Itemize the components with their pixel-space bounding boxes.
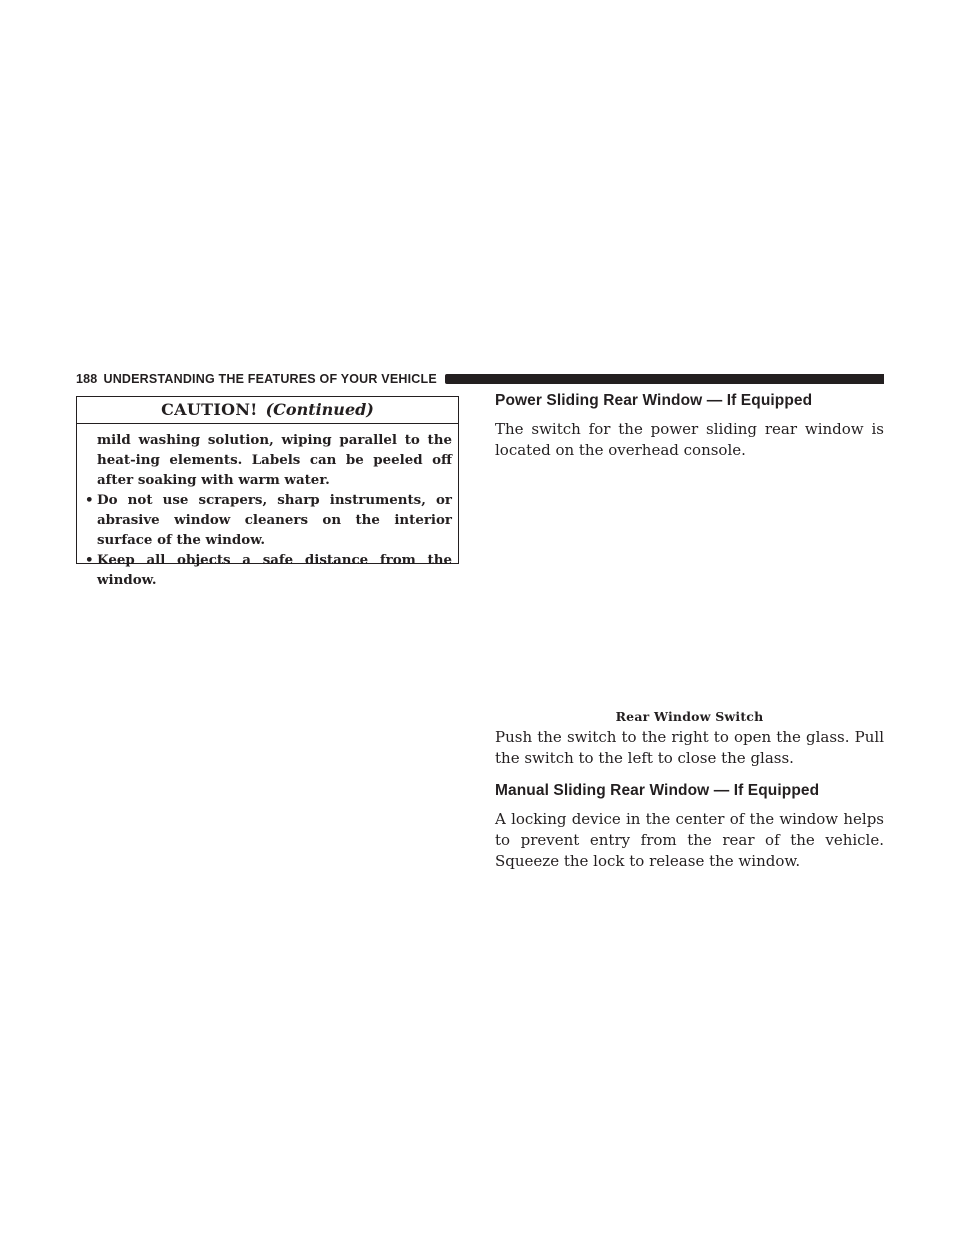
caution-body [77,424,458,590]
bullet-icon: • [85,552,94,568]
right-column [495,392,884,872]
running-header [76,370,884,388]
caution-box [76,396,459,588]
caution-title-bar [77,397,458,424]
caution-bullet-item [85,490,452,550]
section-title: UNDERSTANDING THE FEATURES OF YOUR VEHICLE [103,372,437,386]
caution-bullet-text: Keep all objects a safe distance from the window. [97,552,452,588]
caution-bullet-item [85,550,452,590]
power-sliding-paragraph: The switch for the power sliding rear window is located on the overhead console. [495,420,884,459]
caution-bullet-text: Do not use scrapers, sharp instruments, or abrasive window cleaners on the interior surface of the window. [97,492,452,548]
caution-list [85,490,452,590]
page-number: 188 [76,372,98,386]
bullet-icon: • [85,492,94,508]
power-sliding-heading: Power Sliding Rear Window — If Equipped [495,392,813,409]
caution-continued-text: mild washing solution, wiping parallel to the heat-ing elements. Labels can be peeled off after soaking with warm water. [97,432,452,488]
figure-caption: Rear Window Switch [615,709,764,724]
header-rule [445,374,884,384]
manual-sliding-paragraph: A locking device in the center of the window helps to prevent entry from the rear of the vehicle. Squeeze the lock to release the window. [495,810,884,870]
manual-sliding-heading: Manual Sliding Rear Window — If Equipped [495,782,820,799]
caution-continued: (Continued) [265,400,374,419]
caution-title: CAUTION! [161,400,258,419]
rear-window-switch-figure [495,511,884,707]
power-sliding-instructions: Push the switch to the right to open the glass. Pull the switch to the left to close the glass. [495,728,884,767]
